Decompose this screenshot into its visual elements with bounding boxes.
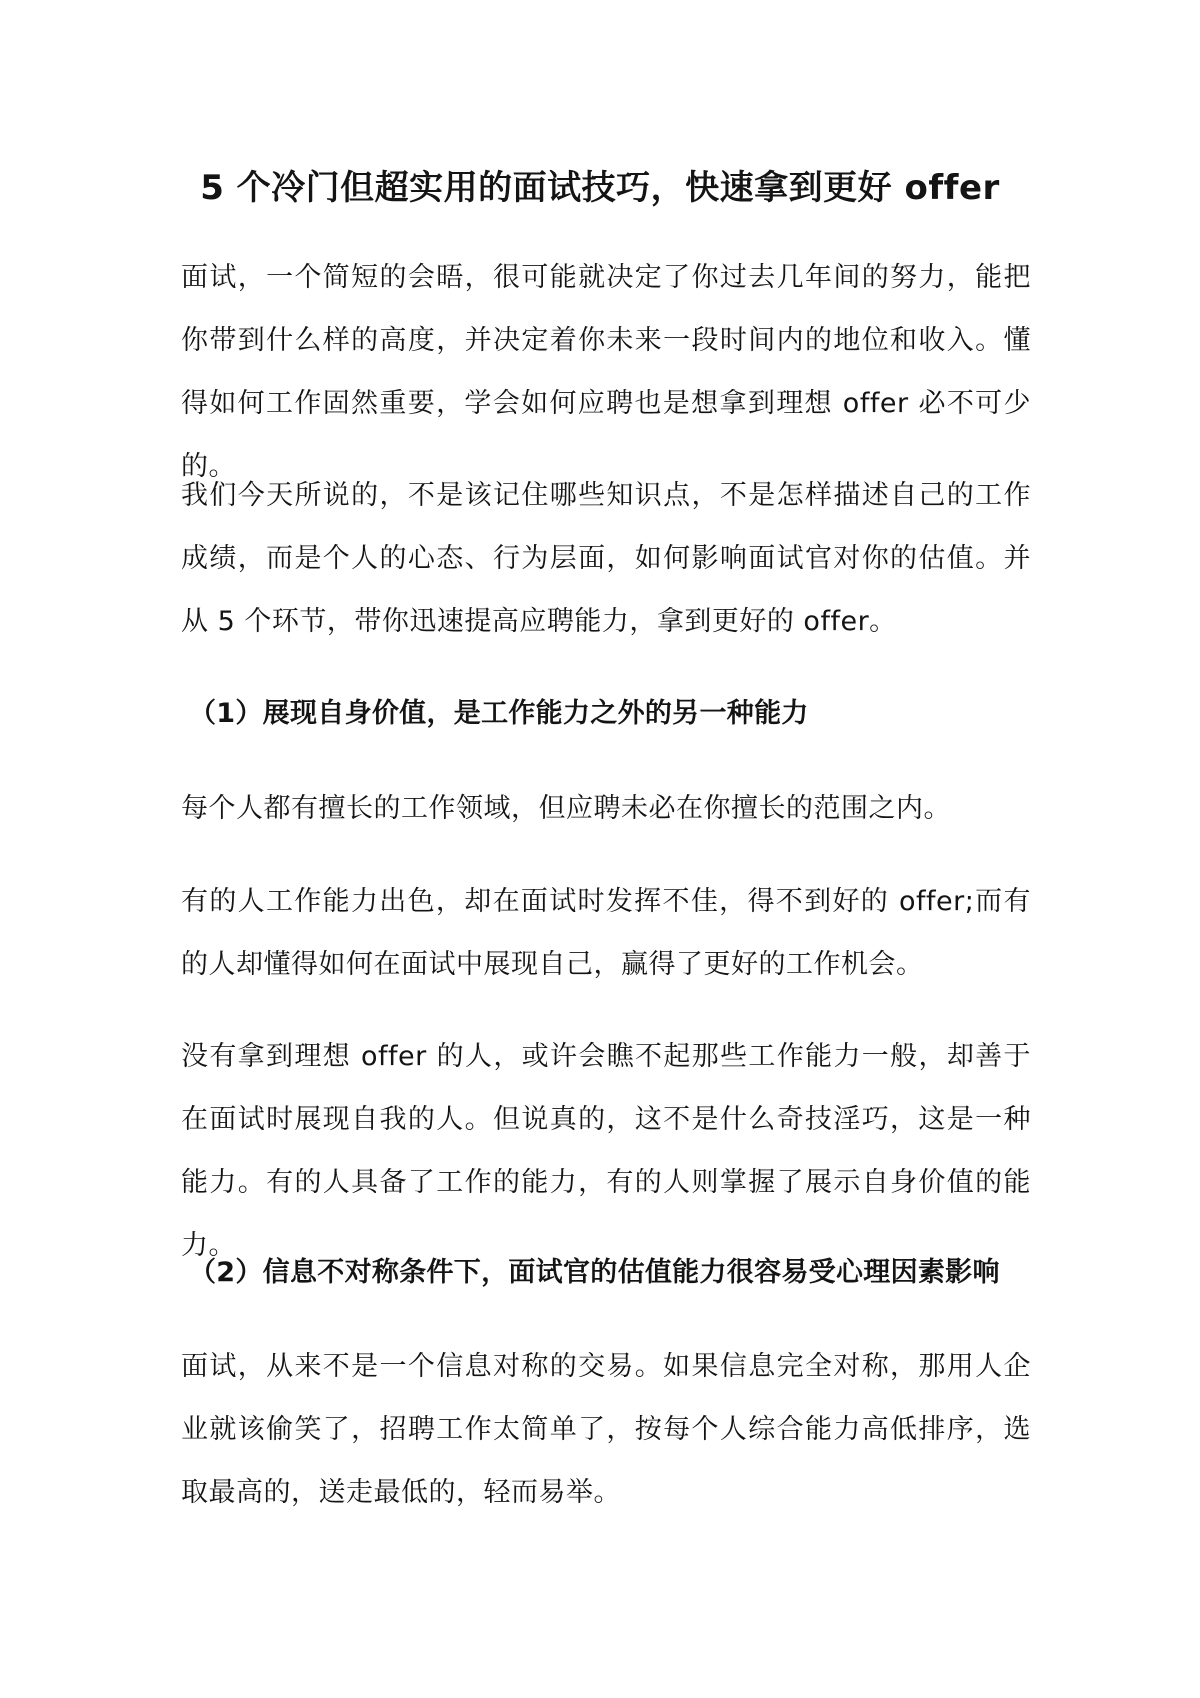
paragraph-section1-a: 每个人都有擅长的工作领域，但应聘未必在你擅长的范围之内。 <box>181 793 951 824</box>
section-heading-1: （1）展现自身价值，是工作能力之外的另一种能力 <box>189 698 809 729</box>
paragraph-overview: 我们今天所说的，不是该记住哪些知识点，不是怎样描述自己的工作成绩，而是个人的心态、行为层面，如何影响面试官对你的估值。并从 5 个环节，带你迅速提高应聘能力，拿到更好的 offer。 <box>181 480 1031 637</box>
section-heading-2: （2）信息不对称条件下，面试官的估值能力很容易受心理因素影响 <box>189 1257 1000 1288</box>
paragraph-section1-b: 有的人工作能力出色，却在面试时发挥不佳，得不到好的 offer;而有的人却懂得如何在面试中展现自己，赢得了更好的工作机会。 <box>181 886 1031 980</box>
paragraph-section1-c: 没有拿到理想 offer 的人，或许会瞧不起那些工作能力一般，却善于在面试时展现自我的人。但说真的，这不是什么奇技淫巧，这是一种能力。有的人具备了工作的能力，有的人则掌握了展示自身价值的能力。 <box>181 1041 1031 1261</box>
paragraph-intro: 面试，一个简短的会晤，很可能就决定了你过去几年间的努力，能把你带到什么样的高度，并决定着你未来一段时间内的地位和收入。懂得如何工作固然重要，学会如何应聘也是想拿到理想 offer 必不可少的。 <box>181 262 1031 482</box>
document-title: 5 个冷门但超实用的面试技巧，快速拿到更好 offer <box>200 168 1000 208</box>
paragraph-section2-a: 面试，从来不是一个信息对称的交易。如果信息完全对称，那用人企业就该偷笑了，招聘工作太简单了，按每个人综合能力高低排序，选取最高的，送走最低的，轻而易举。 <box>181 1351 1031 1508</box>
